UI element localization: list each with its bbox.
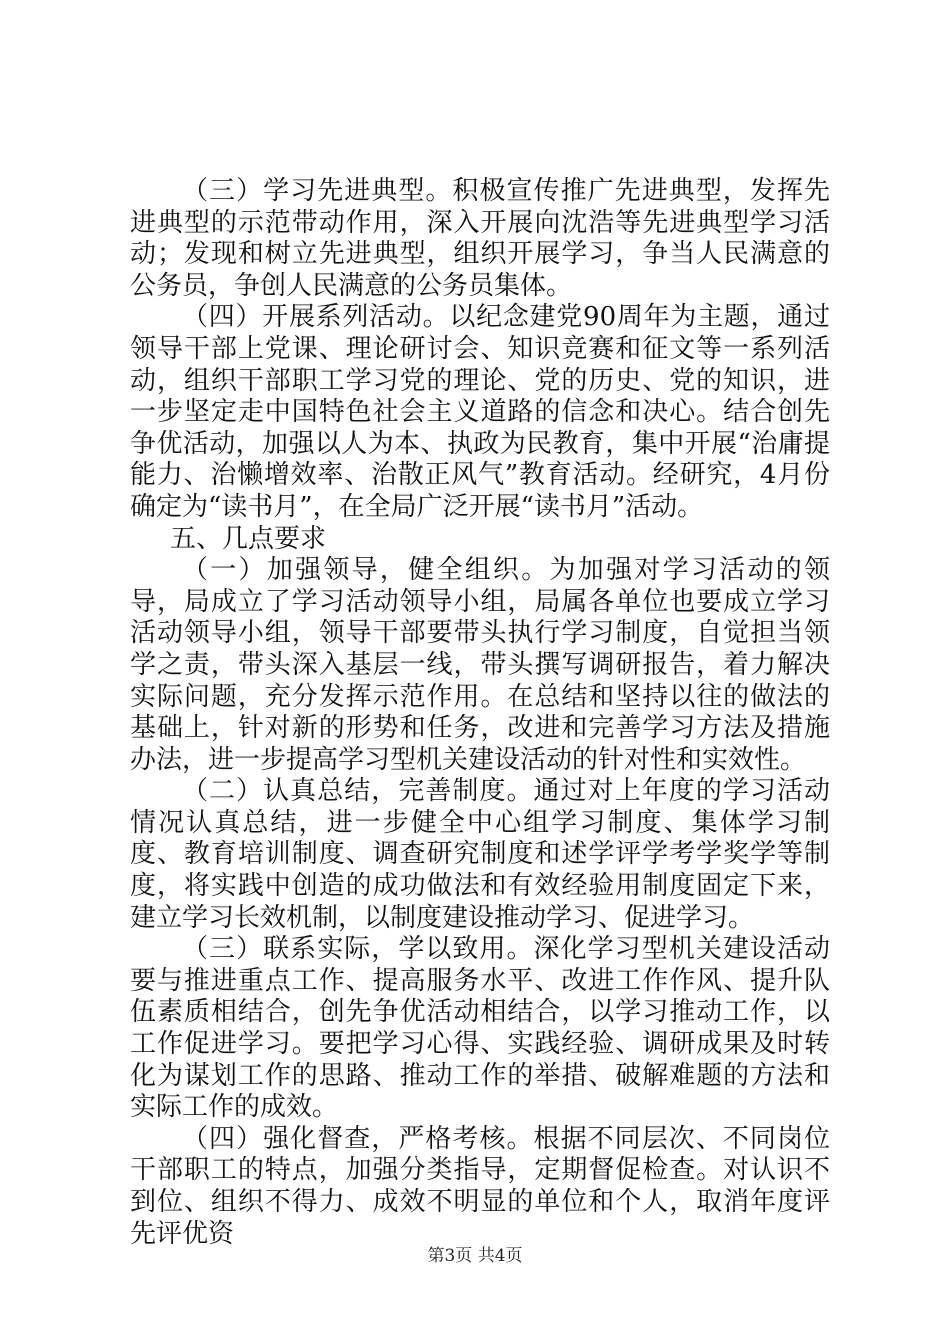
document-body xyxy=(130,176,830,1250)
paragraph-series-activities: （四）开展系列活动。以纪念建党90周年为主题，通过领导干部上党课、理论研讨会、知识竞赛和征文等一系列活动，组织干部职工学习党的理论、党的历史、党的知识，进一步坚定走中国特色社会主义道路的信念和决心。结合创先争优活动，加强以人为本、执政为民教育，集中开展“治庸提能力、治懒增效率、治散正风气”教育活动。经研究，4月份确定为“读书月”，在全局广泛开展“读书月”活动。 xyxy=(130,302,830,522)
paragraph-requirement-leadership: （一）加强领导，健全组织。为加强对学习活动的领导，局成立了学习活动领导小组，局属各单位也要成立学习活动领导小组，领导干部要带头执行学习制度，自觉担当领学之责，带头深入基层一线，带头撰写调研报告，着力解决实际问题，充分发挥示范作用。在总结和坚持以往的做法的基础上，针对新的形势和任务，改进和完善学习方法及措施办法，进一步提高学习型机关建设活动的针对性和实效性。 xyxy=(130,555,830,775)
page-footer-number: 第3页 共4页 xyxy=(427,1246,523,1266)
section-heading-requirements: 五、几点要求 xyxy=(170,523,327,554)
paragraph-requirement-supervision: （四）强化督查，严格考核。根据不同层次、不同岗位干部职工的特点，加强分类指导，定期督促检查。对认识不到位、组织不得力、成效不明显的单位和个人，取消年度评先评优资 xyxy=(130,1123,830,1249)
paragraph-requirement-practice: （三）联系实际，学以致用。深化学习型机关建设活动要与推进重点工作、提高服务水平、改进工作作风、提升队伍素质相结合，创先争优活动相结合，以学习推动工作，以工作促进学习。要把学习心得、实践经验、调研成果及时转化为谋划工作的思路、推动工作的举措、破解难题的方法和实际工作的成效。 xyxy=(130,934,830,1123)
paragraph-requirement-summary: （二）认真总结，完善制度。通过对上年度的学习活动情况认真总结，进一步健全中心组学习制度、集体学习制度、教育培训制度、调查研究制度和述学评学考学奖学等制度，将实践中创造的成功做法和有效经验用制度固定下来，建立学习长效机制，以制度建设推动学习、促进学习。 xyxy=(130,776,830,933)
paragraph-study-advanced-models: （三）学习先进典型。积极宣传推广先进典型，发挥先进典型的示范带动作用，深入开展向沈浩等先进典型学习活动；发现和树立先进典型，组织开展学习，争当人民满意的公务员，争创人民满意的公务员集体。 xyxy=(130,176,830,301)
